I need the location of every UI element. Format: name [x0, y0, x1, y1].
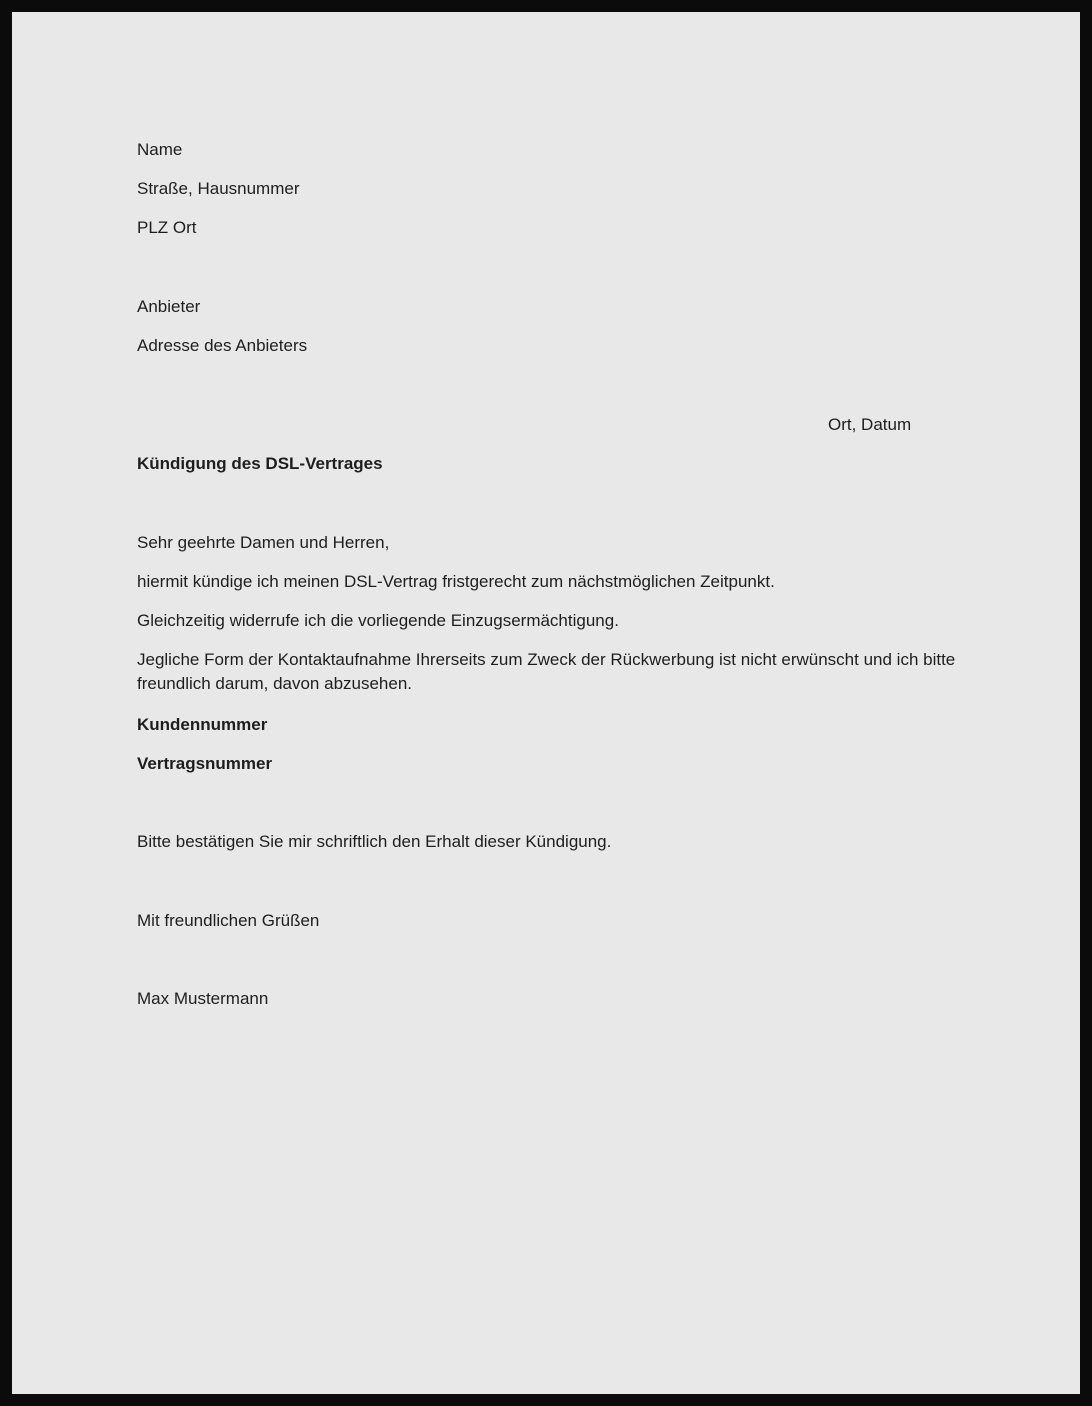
recipient-address: Adresse des Anbieters: [137, 336, 308, 355]
contract-number-label: Vertragsnummer: [137, 754, 273, 773]
body-paragraph-3: Jegliche Form der Kontaktaufnahme Ihrerseits zum Zweck der Rückwerbung ist nicht erwünscht und ich bitte freundlich darum, davon abzusehen.: [137, 650, 956, 693]
salutation: Sehr geehrte Damen und Herren,: [137, 533, 390, 552]
body-paragraph-2: Gleichzeitig widerrufe ich die vorliegende Einzugsermächtigung.: [137, 611, 619, 630]
body-paragraph-1: hiermit kündige ich meinen DSL-Vertrag fristgerecht zum nächstmöglichen Zeitpunkt.: [137, 572, 775, 591]
closing-phrase: Mit freundlichen Grüßen: [137, 911, 320, 930]
confirmation-request: Bitte bestätigen Sie mir schriftlich den Erhalt dieser Kündigung.: [137, 832, 612, 851]
recipient-provider: Anbieter: [137, 297, 201, 316]
letter-page: [12, 12, 1080, 1394]
signature-name: Max Mustermann: [137, 989, 269, 1008]
customer-number-label: Kundennummer: [137, 715, 268, 734]
sender-city: PLZ Ort: [137, 218, 197, 237]
sender-name: Name: [137, 140, 183, 159]
sender-street: Straße, Hausnummer: [137, 179, 300, 198]
place-date: Ort, Datum: [828, 415, 912, 434]
subject-line: Kündigung des DSL-Vertrages: [137, 454, 383, 473]
